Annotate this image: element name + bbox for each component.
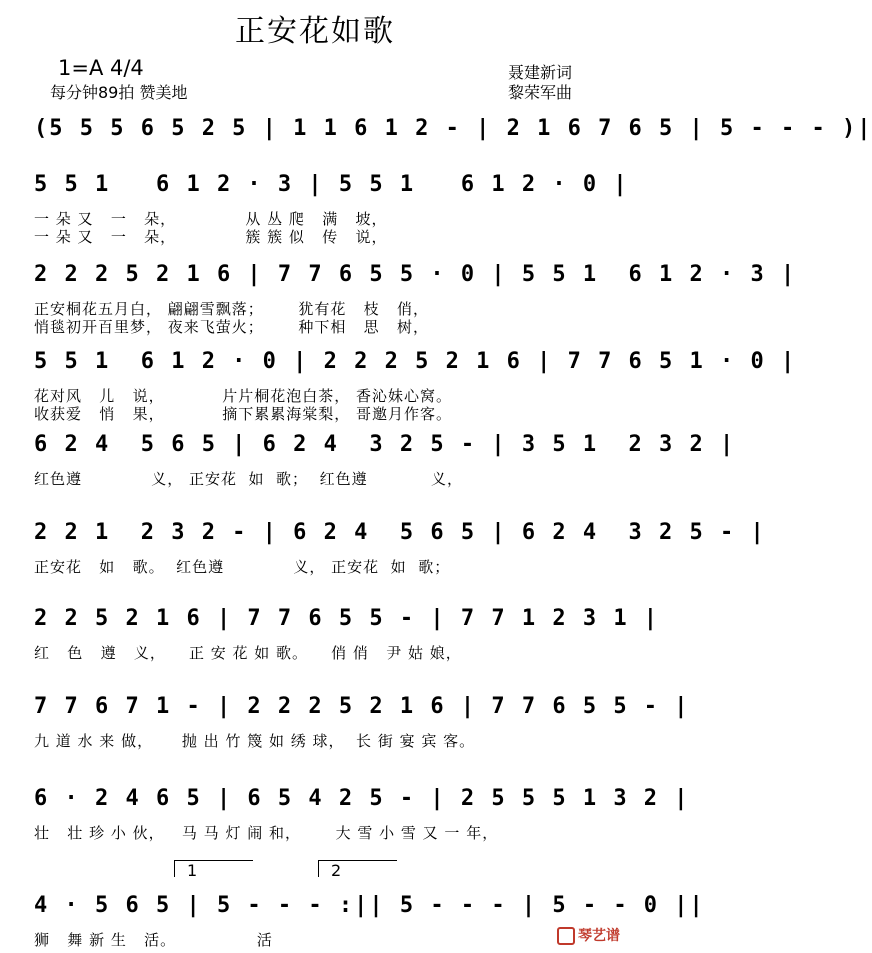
volta-1-label: 1: [187, 861, 198, 880]
lyric-line: 一 朵 又 一 朵， 簇 簇 似 传 说，: [34, 228, 388, 246]
note-line: 7 7 6 7 1 - | 2 2 2 5 2 1 6 | 7 7 6 5 5 - |: [34, 694, 690, 719]
lyric-line: 花对风 儿 说， 片片桐花泡白茶， 香沁妹心窝。: [34, 387, 453, 405]
song-title: 正安花如歌: [235, 14, 395, 49]
note-line: 2 2 2 5 2 1 6 | 7 7 6 5 5 · 0 | 5 5 1 6 1 2 · 3 |: [34, 262, 797, 287]
lyric-line: 正安桐花五月白， 翩翩雪飘落； 犹有花 枝 俏，: [34, 300, 429, 318]
note-line: 5 5 1 6 1 2 · 3 | 5 5 1 6 1 2 · 0 |: [34, 172, 629, 197]
lyric-line: 悄毯初开百里梦， 夜来飞萤火； 种下相 思 树，: [34, 318, 429, 336]
tempo-marking: 每分钟89拍 赞美地: [50, 83, 188, 102]
lyric-line: 收获爱 悄 果， 摘下累累海棠梨， 哥邀月作客。: [34, 405, 453, 423]
volta-1: [174, 860, 253, 880]
watermark-text: 琴艺谱: [578, 928, 620, 944]
note-line: 4 · 5 6 5 | 5 - - - :|| 5 - - - | 5 - - 0 ||: [34, 893, 705, 918]
volta-2: [318, 860, 397, 880]
note-line: 6 2 4 5 6 5 | 6 2 4 3 2 5 - | 3 5 1 2 3 2 |: [34, 432, 736, 457]
lyric-line: 九 道 水 来 做， 抛 出 竹 篾 如 绣 球， 长 街 宴 宾 客。: [34, 732, 476, 750]
lyric-line: 红色遵 义， 正安花 如 歌； 红色遵 义，: [34, 470, 464, 488]
lyric-line: 壮 壮 珍 小 伙， 马 马 灯 闹 和， 大 雪 小 雪 又 一 年，: [34, 824, 499, 842]
note-line: 2 2 5 2 1 6 | 7 7 6 5 5 - | 7 7 1 2 3 1 |: [34, 606, 660, 631]
note-line: (5 5 5 6 5 2 5 | 1 1 6 1 2 - | 2 1 6 7 6 5 | 5 - - - )|: [34, 116, 872, 141]
watermark: [557, 925, 620, 945]
lyric-line: 一 朵 又 一 朵， 从 丛 爬 满 坡，: [34, 210, 388, 228]
note-line: 6 · 2 4 6 5 | 6 5 4 2 5 - | 2 5 5 5 1 3 2 |: [34, 786, 690, 811]
lyric-line: 红 色 遵 义， 正 安 花 如 歌。 俏 俏 尹 姑 娘，: [34, 644, 462, 662]
volta-2-label: 2: [331, 861, 342, 880]
lyric-line: 正安花 如 歌。 红色遵 义， 正安花 如 歌；: [34, 558, 451, 576]
composer-credit: 黎荣军曲: [508, 83, 573, 102]
lyricist-credit: 聂建新词: [508, 63, 573, 82]
note-line: 2 2 1 2 3 2 - | 6 2 4 5 6 5 | 6 2 4 3 2 5 - |: [34, 520, 766, 545]
logo-icon: [557, 927, 575, 945]
key-signature: 1=A 4/4: [58, 56, 144, 80]
note-line: 5 5 1 6 1 2 · 0 | 2 2 2 5 2 1 6 | 7 7 6 5 1 · 0 |: [34, 349, 797, 374]
lyric-line: 狮 舞 新 生 活。 活: [34, 931, 273, 949]
